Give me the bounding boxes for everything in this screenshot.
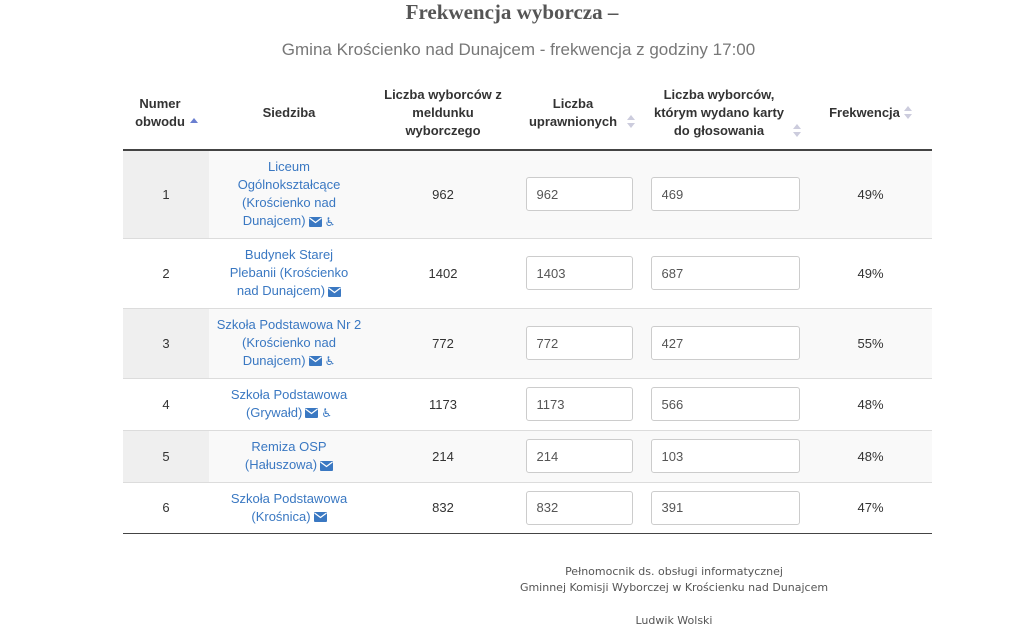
envelope-icon[interactable]: [309, 356, 322, 366]
eligible-input[interactable]: [526, 491, 633, 525]
seat-name[interactable]: Szkoła Podstawowa (Grywałd): [230, 386, 348, 420]
row-registered: 1173: [369, 378, 517, 430]
issued-input[interactable]: [651, 387, 800, 421]
seat-link[interactable]: [229, 438, 349, 474]
envelope-icon[interactable]: [320, 461, 333, 471]
header-number-label: Numer obwodu: [135, 95, 185, 129]
sort-icon[interactable]: [627, 115, 635, 129]
envelope-icon[interactable]: [309, 217, 322, 227]
row-registered: 772: [369, 308, 517, 378]
wheelchair-icon: ♿: [324, 214, 336, 229]
row-issued-cell: [641, 482, 809, 533]
row-turnout: 49%: [809, 238, 932, 308]
row-eligible-cell: [517, 482, 641, 533]
row-number: 4: [123, 378, 209, 430]
row-eligible-cell: [517, 378, 641, 430]
issued-input[interactable]: [651, 326, 800, 360]
row-seat: [209, 430, 369, 482]
footer-line-1: Pełnomocnik ds. obsługi informatycznej: [565, 565, 783, 578]
row-seat: [209, 150, 369, 238]
row-number: 2: [123, 238, 209, 308]
header-eligible-label: Liczba uprawnionych: [528, 95, 618, 129]
header-issued[interactable]: [641, 76, 809, 150]
header-issued-label: Liczba wyborców, którym wydano karty do głosowania: [653, 86, 785, 138]
eligible-input[interactable]: [526, 256, 633, 290]
header-registered-label: Liczba wyborców z meldunku wyborczego: [384, 86, 502, 138]
seat-name[interactable]: Liceum Ogólnokształcące (Krościenko nad Dunajcem): [237, 158, 341, 228]
row-number: 5: [123, 430, 209, 482]
row-issued-cell: [641, 430, 809, 482]
eligible-input[interactable]: [526, 439, 633, 473]
envelope-icon[interactable]: [314, 512, 327, 522]
row-registered: 214: [369, 430, 517, 482]
row-seat: [209, 482, 369, 533]
footer-line-2: Gminnej Komisji Wyborczej w Krościenku nad Dunajcem: [519, 581, 829, 594]
table-row: [123, 150, 932, 238]
row-issued-cell: [641, 150, 809, 238]
issued-input[interactable]: [651, 177, 800, 211]
table-header-row: [123, 76, 932, 150]
sort-asc-icon[interactable]: [190, 115, 198, 129]
header-turnout[interactable]: [809, 76, 932, 150]
issued-input[interactable]: [651, 491, 800, 525]
row-issued-cell: [641, 238, 809, 308]
page-title: Frekwencja wyborcza –: [405, 0, 619, 24]
page-subtitle: Gmina Krościenko nad Dunajcem - frekwencja z godziny 17:00: [281, 40, 756, 59]
header-registered: [369, 76, 517, 150]
table-row: [123, 238, 932, 308]
row-seat: [209, 308, 369, 378]
seat-link[interactable]: [219, 490, 359, 526]
row-registered: 832: [369, 482, 517, 533]
row-eligible-cell: [517, 238, 641, 308]
sort-icon[interactable]: [793, 124, 801, 138]
row-turnout: 47%: [809, 482, 932, 533]
issued-input[interactable]: [651, 256, 800, 290]
header-eligible[interactable]: [517, 76, 641, 150]
row-registered: 962: [369, 150, 517, 238]
row-eligible-cell: [517, 308, 641, 378]
row-issued-cell: [641, 308, 809, 378]
footer-name: Ludwik Wolski: [635, 614, 713, 627]
seat-link[interactable]: [214, 316, 364, 371]
table-row: [123, 308, 932, 378]
envelope-icon[interactable]: [305, 408, 318, 418]
row-turnout: 48%: [809, 430, 932, 482]
table-row: [123, 378, 932, 430]
seat-name[interactable]: Remiza OSP (Hałuszowa): [244, 439, 327, 472]
row-turnout: 49%: [809, 150, 932, 238]
seat-name[interactable]: Szkoła Podstawowa Nr 2 (Krościenko nad Dunajcem): [216, 316, 362, 368]
row-number: 6: [123, 482, 209, 533]
wheelchair-icon: ♿: [321, 406, 333, 421]
seat-link[interactable]: [229, 246, 349, 300]
row-eligible-cell: [517, 150, 641, 238]
header-number[interactable]: [123, 76, 209, 150]
seat-link[interactable]: [219, 386, 359, 423]
row-issued-cell: [641, 378, 809, 430]
table-row: [123, 482, 932, 533]
row-number: 3: [123, 308, 209, 378]
row-number: 1: [123, 150, 209, 238]
eligible-input[interactable]: [526, 326, 633, 360]
row-turnout: 48%: [809, 378, 932, 430]
sort-icon[interactable]: [904, 106, 912, 120]
header-turnout-label: Frekwencja: [829, 104, 900, 120]
envelope-icon[interactable]: [328, 287, 341, 297]
turnout-table: [123, 76, 932, 534]
row-seat: [209, 378, 369, 430]
seat-name[interactable]: Szkoła Podstawowa (Krośnica): [230, 490, 348, 524]
row-seat: [209, 238, 369, 308]
eligible-input[interactable]: [526, 177, 633, 211]
seat-link[interactable]: [229, 158, 349, 231]
table-row: [123, 430, 932, 482]
eligible-input[interactable]: [526, 387, 633, 421]
seat-name[interactable]: Budynek Starej Plebanii (Krościenko nad Dunajcem): [229, 247, 349, 298]
row-eligible-cell: [517, 430, 641, 482]
wheelchair-icon: ♿: [324, 354, 336, 369]
header-seat-label: Siedziba: [262, 104, 316, 120]
row-turnout: 55%: [809, 308, 932, 378]
header-seat: [209, 76, 369, 150]
issued-input[interactable]: [651, 439, 800, 473]
row-registered: 1402: [369, 238, 517, 308]
